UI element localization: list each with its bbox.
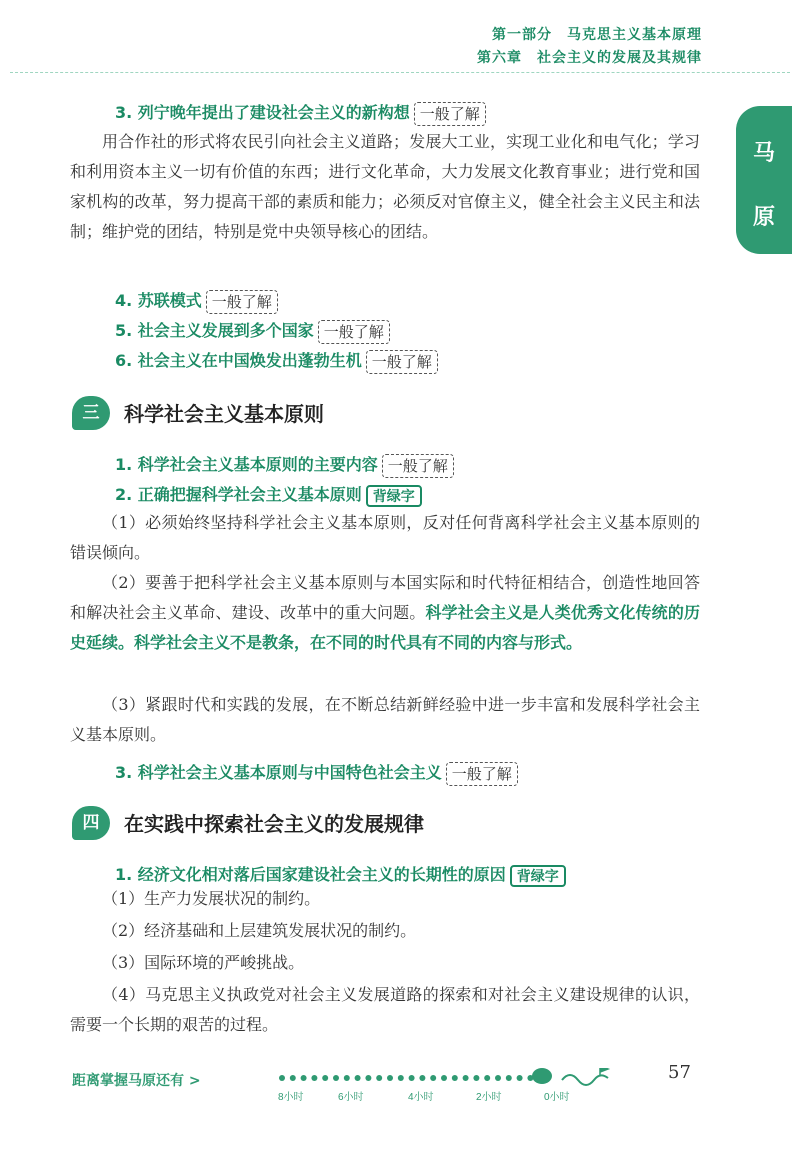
footer-progress-label: 距离掌握马原还有 > xyxy=(72,1073,201,1089)
highlight-green-text: 科学社会主义是人类优秀文化传统的历史延续。科学社会主义不是教条，在不同的时代具有不同的内容与形式。 xyxy=(70,603,700,652)
tag-general-understanding: 一般了解 xyxy=(414,102,486,126)
progress-marker-icon xyxy=(532,1068,552,1084)
tag-memorize-green: 背绿字 xyxy=(366,485,422,507)
progress-dot xyxy=(290,1075,296,1081)
hour-tick-2: 2小时 xyxy=(476,1092,502,1103)
paragraph-text: （2）要善于把科学社会主义基本原则与本国实际和时代特征相结合，创造性地回答和解决社会主义革命、建设、改革中的重大问题。 xyxy=(70,573,700,622)
tag-general-understanding: 一般了解 xyxy=(382,454,454,478)
progress-dot xyxy=(517,1075,523,1081)
progress-dot xyxy=(430,1075,436,1081)
progress-dot xyxy=(355,1075,361,1081)
paragraph-principle-3: （3）紧跟时代和实践的发展，在不断总结新鲜经验中进一步丰富和发展科学社会主义基本原则。 xyxy=(70,695,700,744)
heading-long-term-reasons xyxy=(115,862,566,887)
heading-text: 3. 列宁晚年提出了建设社会主义的新构想 xyxy=(115,103,410,122)
progress-dot xyxy=(333,1075,339,1081)
hour-tick-4: 4小时 xyxy=(408,1092,434,1103)
section-title: 在实践中探索社会主义的发展规律 xyxy=(124,812,424,836)
progress-dot xyxy=(495,1075,501,1081)
progress-dot xyxy=(387,1075,393,1081)
progress-dot xyxy=(376,1075,382,1081)
heading-soviet-model xyxy=(115,288,278,314)
hour-tick-6: 6小时 xyxy=(338,1092,364,1103)
heading-text: 5. 社会主义发展到多个国家 xyxy=(115,321,314,340)
tag-general-understanding: 一般了解 xyxy=(446,762,518,786)
page-number: 57 xyxy=(668,1062,691,1083)
paragraph-principle-1: （1）必须始终坚持科学社会主义基本原则，反对任何背离科学社会主义基本原则的错误倾向。 xyxy=(70,513,700,562)
progress-dot xyxy=(452,1075,458,1081)
heading-text: 1. 科学社会主义基本原则的主要内容 xyxy=(115,455,378,474)
heading-text: 4. 苏联模式 xyxy=(115,291,202,310)
progress-dot xyxy=(398,1075,404,1081)
side-tab-char-2: 原 xyxy=(752,205,775,230)
progress-dot xyxy=(506,1075,512,1081)
heading-text: 6. 社会主义在中国焕发出蓬勃生机 xyxy=(115,351,362,370)
heading-text: 2. 正确把握科学社会主义基本原则 xyxy=(115,485,362,504)
heading-text: 1. 经济文化相对落后国家建设社会主义的长期性的原因 xyxy=(115,865,506,884)
point-4: （4）马克思主义执政党对社会主义发展道路的探索和对社会主义建设规律的认识，需要一个长期的艰苦的过程。 xyxy=(70,985,700,1034)
heading-china-vitality xyxy=(115,348,438,374)
study-progress-track xyxy=(270,1068,620,1118)
point-2: （2）经济基础和上层建筑发展状况的制约。 xyxy=(102,921,417,940)
tag-general-understanding: 一般了解 xyxy=(206,290,278,314)
progress-dot xyxy=(344,1075,350,1081)
header-divider xyxy=(10,72,790,73)
heading-main-content xyxy=(115,452,454,478)
progress-dot xyxy=(322,1075,328,1081)
finish-wave-icon xyxy=(562,1075,608,1085)
progress-dot xyxy=(463,1075,469,1081)
header-part-title: 第一部分 马克思主义基本原理 xyxy=(492,27,702,43)
progress-dot xyxy=(419,1075,425,1081)
progress-dot xyxy=(365,1075,371,1081)
header-chapter-title: 第六章 社会主义的发展及其规律 xyxy=(477,50,702,66)
progress-dot xyxy=(409,1075,415,1081)
tag-memorize-green: 背绿字 xyxy=(510,865,566,887)
side-tab-marxism-principles xyxy=(736,106,792,254)
progress-dot xyxy=(301,1075,307,1081)
tag-general-understanding: 一般了解 xyxy=(366,350,438,374)
hour-tick-0: 0小时 xyxy=(544,1092,570,1103)
progress-dot xyxy=(441,1075,447,1081)
progress-dot xyxy=(279,1075,285,1081)
paragraph-principle-2 xyxy=(70,568,700,658)
heading-text: 3. 科学社会主义基本原则与中国特色社会主义 xyxy=(115,763,442,782)
heading-china-characteristics xyxy=(115,760,518,786)
heading-multiple-countries xyxy=(115,318,390,344)
paragraph-lenin: 用合作社的形式将农民引向社会主义道路；发展大工业，实现工业化和电气化；学习和利用资本主义一切有价值的东西；进行文化革命，大力发展文化教育事业；进行党和国家机构的改革，努力提高干部的素质和能力；必须反对官僚主义，健全社会主义民主和法制；维护党的团结，特别是党中央领导核心的团结。 xyxy=(70,132,700,241)
progress-dot xyxy=(473,1075,479,1081)
progress-dot xyxy=(484,1075,490,1081)
section-number-badge: 三 xyxy=(72,396,110,430)
heading-correctly-grasp xyxy=(115,482,422,507)
section-title: 科学社会主义基本原则 xyxy=(124,402,324,426)
hour-tick-8: 8小时 xyxy=(278,1092,304,1103)
point-3: （3）国际环境的严峻挑战。 xyxy=(102,953,305,972)
tag-general-understanding: 一般了解 xyxy=(318,320,390,344)
heading-lenin-new-ideas xyxy=(115,100,486,126)
point-1: （1）生产力发展状况的制约。 xyxy=(102,889,321,908)
side-tab-char-1: 马 xyxy=(752,141,775,166)
section-number-badge: 四 xyxy=(72,806,110,840)
progress-dot xyxy=(311,1075,317,1081)
